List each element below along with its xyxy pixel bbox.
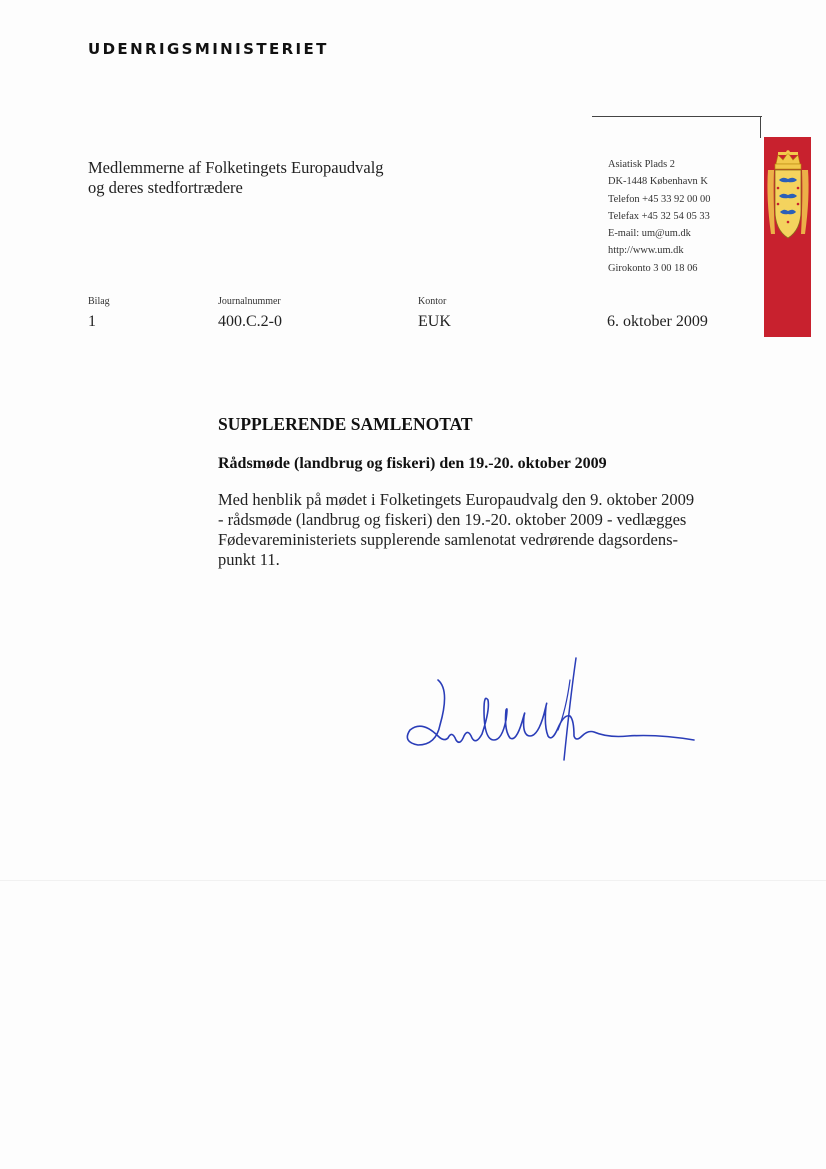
bilag-value: 1 xyxy=(88,313,96,330)
bilag-label: Bilag xyxy=(88,296,110,307)
address-line: Telefon +45 33 92 00 00 xyxy=(608,193,711,205)
header-rule xyxy=(592,116,762,117)
header-rule-tail xyxy=(760,116,761,138)
ministry-name: UDENRIGSMINISTERIET xyxy=(88,40,329,58)
address-line: Asiatisk Plads 2 xyxy=(608,159,675,170)
journal-label: Journalnummer xyxy=(218,296,281,307)
recipient-line: og deres stedfortrædere xyxy=(88,178,243,197)
address-line: http://www.um.dk xyxy=(608,245,684,257)
body-line: Med henblik på mødet i Folketingets Europaudvalg den 9. oktober 2009 xyxy=(218,490,695,509)
body-line: Fødevareministeriets supplerende samlenotat vedrørende dagsordens- xyxy=(218,530,679,549)
body-line: - rådsmøde (landbrug og fiskeri) den 19.-20. oktober 2009 - vedlægges xyxy=(218,510,687,529)
handwritten-signature xyxy=(398,650,698,770)
address-line: Girokonto 3 00 18 06 xyxy=(608,262,698,274)
document-heading: SUPPLERENDE SAMLENOTAT xyxy=(218,414,473,434)
kontor-value: EUK xyxy=(418,313,451,330)
recipient-block xyxy=(88,158,384,198)
address-line: E-mail: um@um.dk xyxy=(608,228,691,240)
page-fold-line xyxy=(0,880,826,881)
address-line: DK-1448 København K xyxy=(608,176,708,188)
sender-address-block xyxy=(608,156,710,277)
document-subheading: Rådsmøde (landbrug og fiskeri) den 19.-20. oktober 2009 xyxy=(218,455,607,472)
letter-date: 6. oktober 2009 xyxy=(607,313,708,330)
address-line: Telefax +45 32 54 05 33 xyxy=(608,210,710,222)
danish-coat-of-arms-icon xyxy=(765,148,811,248)
journal-value: 400.C.2-0 xyxy=(218,313,282,330)
recipient-line: Medlemmerne af Folketingets Europaudvalg xyxy=(88,158,384,177)
body-line: punkt 11. xyxy=(218,550,280,569)
kontor-label: Kontor xyxy=(418,296,447,307)
body-paragraph xyxy=(218,490,758,570)
